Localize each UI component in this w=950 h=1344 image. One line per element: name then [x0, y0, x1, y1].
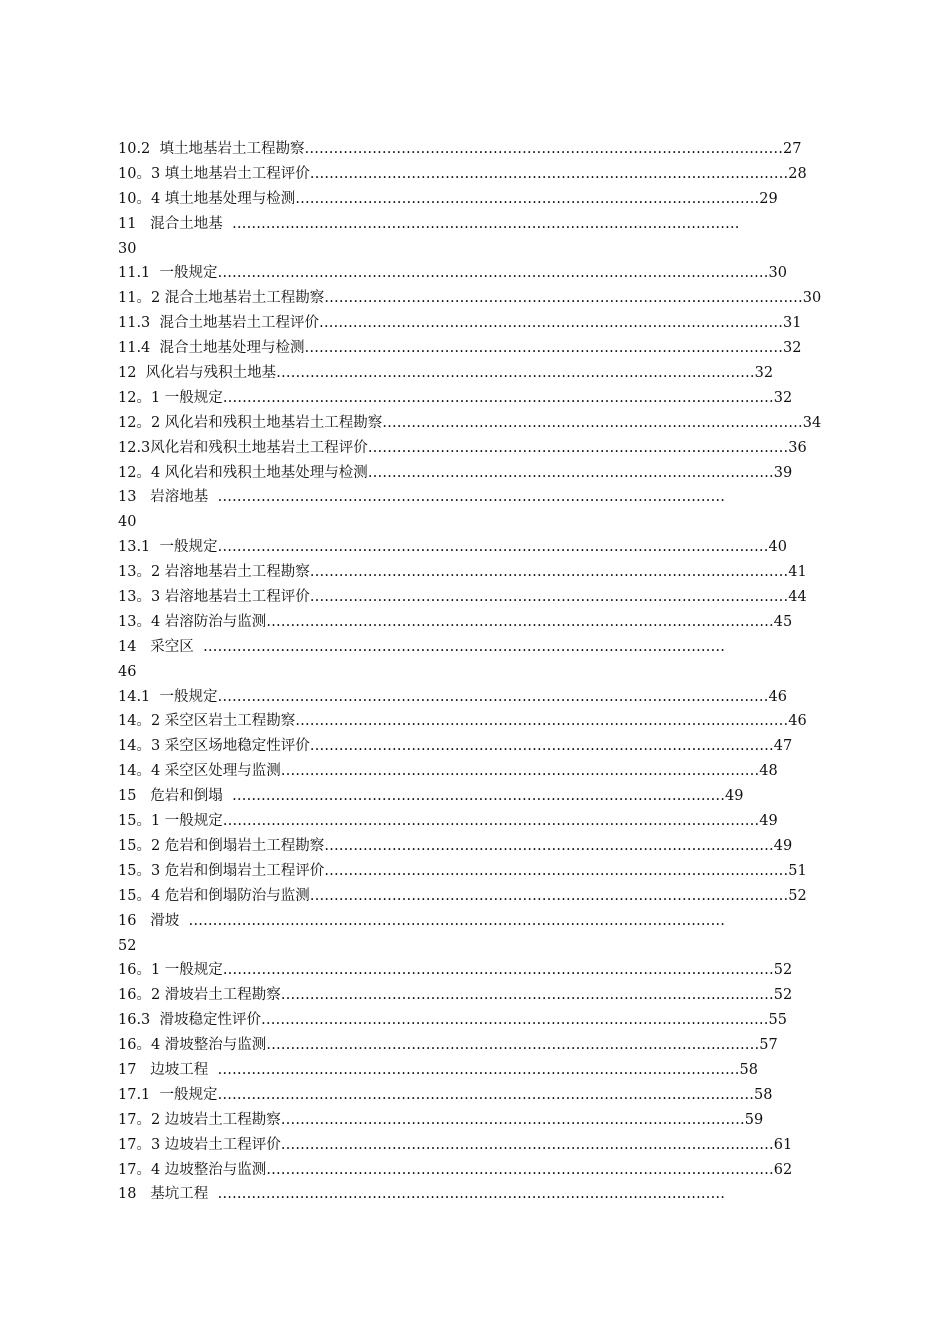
toc-entry-title: 混合土地基岩土工程评价 [159, 315, 320, 332]
toc-entry-page-number: 51 [788, 862, 807, 879]
toc-entry[interactable] [118, 834, 855, 859]
toc-entry-title: 采空区处理与监测 [164, 763, 281, 780]
toc-entry-leader-dots: ……………………………………………………………………………………… [324, 290, 803, 307]
toc-entry-leader-dots: ……………………………………………………………………………………… [309, 887, 789, 904]
toc-entry-leader-dots: ………………………………………………………………………………………… [222, 788, 725, 805]
toc-entry-page-number: 49 [773, 837, 793, 854]
toc-entry-number: 15。2 [118, 837, 161, 854]
toc-entry[interactable] [118, 1158, 855, 1183]
toc-entry-number: 16。2 [118, 987, 161, 1004]
toc-entry-leader-dots: …………………………………………………………………………………………………… [217, 688, 769, 705]
toc-entry[interactable] [118, 983, 855, 1008]
toc-entry[interactable] [118, 510, 855, 535]
toc-entry-leader-dots: …………………………………………………………………………………… [295, 190, 760, 207]
toc-entry-leader-dots: …………………………………………………………………………………………… [261, 1012, 769, 1029]
toc-entry-gap [136, 365, 145, 381]
toc-entry-title: 危岩和倒塌 [150, 788, 223, 805]
toc-entry-title: 填土地基岩土工程勘察 [159, 141, 305, 157]
toc-entry-page-number: 39 [773, 464, 793, 481]
toc-entry-number: 13。4 [118, 613, 161, 630]
toc-entry-title: 岩溶防治与监测 [164, 613, 267, 630]
toc-entry-page-number: 28 [788, 165, 807, 182]
toc-entry[interactable] [118, 884, 855, 909]
toc-entry-number: 15。4 [118, 887, 161, 904]
toc-entry[interactable] [118, 560, 855, 585]
toc-entry-title: 采空区 [150, 638, 194, 655]
toc-entry-title: 危岩和倒塌岩土工程勘察 [164, 837, 325, 854]
toc-entry-page-number: 30 [802, 290, 822, 307]
toc-entry-number: 14。4 [118, 763, 161, 780]
toc-entry-page-number: 46 [788, 713, 807, 730]
toc-entry[interactable] [118, 1133, 855, 1158]
toc-entry-number: 11.1 [118, 265, 151, 282]
toc-entry-leader-dots: ………………………………………………………………………………………………… [222, 813, 760, 830]
toc-entry[interactable] [118, 759, 855, 784]
toc-entry-leader-dots: …………………………………………………………………………………………… [266, 613, 774, 630]
toc-entry-number: 14.1 [118, 688, 151, 705]
toc-entry-page-number: 44 [788, 589, 807, 606]
toc-entry-gap [136, 913, 150, 929]
toc-entry-page-number: 27 [783, 141, 802, 157]
toc-entry[interactable] [118, 237, 855, 262]
toc-entry-leader-dots: …………………………………………………………………………………………………… [222, 962, 774, 979]
toc-entry[interactable] [118, 535, 855, 560]
toc-entry-gap [150, 539, 159, 555]
toc-entry-number: 16。4 [118, 1037, 161, 1054]
toc-entry-leader-dots: ………………………………………………………………………………………… [266, 1037, 760, 1054]
toc-entry[interactable] [118, 1083, 855, 1108]
toc-entry-leader-dots: ……………………………………………………………………………………… [309, 564, 789, 581]
toc-entry-leader-dots: ……………………………………………………………………………………… [304, 340, 784, 357]
toc-entry-page-number: 57 [759, 1037, 778, 1054]
toc-entry[interactable] [118, 734, 855, 759]
toc-entry-title: 一般规定 [159, 539, 218, 556]
toc-entry-number: 11.3 [118, 315, 151, 332]
toc-entry-title: 风化岩和残积土地基处理与检测 [164, 464, 368, 481]
toc-entry[interactable] [118, 660, 855, 685]
toc-entry-title: 边坡整治与监测 [164, 1161, 267, 1178]
toc-entry-number: 13。3 [118, 589, 161, 606]
toc-entry-title: 滑坡整治与监测 [164, 1037, 267, 1054]
toc-entry[interactable] [118, 934, 855, 959]
toc-entry-number: 13。2 [118, 564, 161, 581]
toc-entry-title: 填土地基岩土工程评价 [164, 165, 310, 182]
toc-entry[interactable] [118, 461, 855, 486]
toc-entry-title: 边坡工程 [150, 1061, 209, 1078]
toc-entry-gap [136, 788, 150, 804]
toc-entry-leader-dots: …………………………………………………………………………………………… [208, 1186, 725, 1203]
toc-entry[interactable] [118, 485, 855, 510]
toc-entry[interactable] [118, 610, 855, 635]
toc-entry-page-number: 32 [783, 340, 802, 357]
toc-entry-gap [136, 1186, 150, 1202]
toc-entry-page-number: 61 [773, 1136, 793, 1153]
toc-entry-number: 14。3 [118, 738, 161, 755]
toc-entry-title: 边坡岩土工程评价 [164, 1136, 281, 1153]
toc-entry-page-number: 31 [783, 315, 802, 332]
toc-entry-title: 风化岩和残积土地基岩土工程勘察 [164, 414, 383, 431]
toc-entry-gap [136, 489, 150, 505]
toc-entry[interactable] [118, 137, 855, 162]
toc-entry[interactable] [118, 1182, 855, 1207]
toc-entry[interactable] [118, 685, 855, 710]
toc-entry-gap [150, 315, 159, 331]
toc-entry[interactable] [118, 1058, 855, 1083]
toc-entry-number: 17。2 [118, 1111, 161, 1128]
toc-entry-title: 危岩和倒塌岩土工程评价 [164, 862, 325, 879]
toc-entry-number: 15。3 [118, 862, 161, 879]
toc-entry[interactable] [118, 212, 855, 237]
toc-entry-leader-dots: ………………………………………………………………………… [367, 464, 774, 481]
toc-entry-page-number: 52 [773, 987, 793, 1004]
toc-entry[interactable] [118, 709, 855, 734]
toc-entry-number: 17 [118, 1061, 137, 1078]
toc-entry-number: 30 [118, 240, 137, 257]
toc-entry[interactable] [118, 361, 855, 386]
toc-entry-number: 14 [118, 638, 137, 655]
toc-entry-page-number: 49 [759, 813, 778, 830]
toc-entry-leader-dots: ……………………………………………………………………………………… [276, 365, 755, 382]
toc-entry-title: 滑坡稳定性评价 [159, 1012, 262, 1029]
toc-entry-title: 岩溶地基 [150, 489, 209, 506]
toc-entry-title: 采空区岩土工程勘察 [164, 713, 296, 730]
toc-entry[interactable] [118, 286, 855, 311]
toc-entry-title: 滑坡 [150, 912, 180, 929]
toc-entry-title: 滑坡岩土工程勘察 [164, 987, 281, 1004]
toc-entry-title: 风化岩和残积土地基岩土工程评价 [150, 439, 368, 456]
toc-entry-number: 52 [118, 937, 137, 954]
toc-entry-leader-dots: ………………………………………………………………………………………… [280, 987, 774, 1004]
toc-entry-number: 12。4 [118, 464, 161, 481]
toc-entry[interactable] [118, 162, 855, 187]
toc-entry-number: 12。1 [118, 389, 161, 406]
toc-entry-gap [136, 1062, 150, 1078]
toc-entry-number: 14。2 [118, 713, 161, 730]
toc-entry-gap [150, 265, 159, 281]
toc-entry-number: 46 [118, 663, 137, 680]
toc-entry-page-number: 55 [768, 1012, 787, 1029]
toc-entry[interactable] [118, 411, 855, 436]
toc-entry-page-number: 34 [802, 414, 822, 431]
toc-entry-title: 一般规定 [159, 265, 218, 282]
toc-entry-page-number: 58 [754, 1086, 773, 1103]
toc-entry-number: 15。1 [118, 813, 161, 830]
toc-entry-number: 11.4 [118, 340, 151, 357]
toc-entry-page-number: 62 [773, 1161, 793, 1178]
toc-entry[interactable] [118, 336, 855, 361]
toc-entry-title: 采空区场地稳定性评价 [164, 738, 310, 755]
toc-entry-page-number: 32 [773, 389, 793, 406]
toc-entry-title: 一般规定 [164, 962, 223, 979]
toc-entry-page-number: 46 [768, 688, 787, 705]
toc-entry-page-number: 32 [754, 365, 774, 382]
toc-entry-title: 混合土地基 [150, 215, 223, 232]
toc-entry-number: 10。4 [118, 190, 161, 207]
toc-entry-title: 一般规定 [159, 688, 218, 705]
toc-entry-page-number: 52 [788, 887, 807, 904]
toc-entry-number: 16 [118, 912, 137, 929]
toc-entry-title: 危岩和倒塌防治与监测 [164, 887, 310, 904]
toc-entry-leader-dots: …………………………………………………………………………………………………… [217, 265, 769, 282]
toc-entry-leader-dots: …………………………………………………………………………………… [309, 738, 774, 755]
toc-entry-number: 11 [118, 215, 137, 232]
toc-entry-title: 一般规定 [164, 389, 223, 406]
toc-entry-leader-dots: ……………………………………………………………………………………… [309, 589, 789, 606]
toc-entry-title: 一般规定 [159, 1086, 218, 1103]
toc-entry[interactable] [118, 311, 855, 336]
toc-entry-leader-dots: …………………………………………………………………………………………………… [217, 539, 769, 556]
toc-entry-leader-dots: ……………………………………………………………………………………………… [193, 638, 725, 655]
toc-entry-leader-dots: ……………………………………………………………………………………………… [208, 1061, 740, 1078]
toc-entry[interactable] [118, 958, 855, 983]
toc-entry-gap [150, 1087, 159, 1103]
toc-entry-number: 11。2 [118, 290, 161, 307]
toc-entry-leader-dots: …………………………………………………………………………… [367, 439, 789, 456]
toc-entry-leader-dots: …………………………………………………………………………………… [319, 315, 784, 332]
toc-entry-number: 10。3 [118, 165, 161, 182]
toc-entry-title: 风化岩与残积土地基 [145, 365, 277, 382]
table-of-contents [118, 137, 855, 1207]
toc-entry-number: 12。2 [118, 414, 161, 431]
toc-entry-leader-dots: …………………………………………………………………………………………… [266, 1161, 774, 1178]
toc-entry-title: 混合土地基岩土工程勘察 [164, 290, 325, 307]
toc-entry[interactable] [118, 187, 855, 212]
toc-entry-number: 17。3 [118, 1136, 161, 1153]
toc-entry-page-number: 58 [739, 1061, 758, 1078]
toc-entry[interactable] [118, 635, 855, 660]
toc-entry-page-number: 36 [788, 439, 807, 456]
toc-entry-number: 40 [118, 514, 137, 531]
toc-entry-page-number: 40 [768, 539, 787, 556]
toc-entry-number: 18 [118, 1186, 137, 1203]
toc-entry[interactable] [118, 859, 855, 884]
toc-entry-leader-dots: ……………………………………………………………………………………… [309, 165, 789, 182]
toc-entry-leader-dots: ………………………………………………………………………………… [324, 837, 774, 854]
toc-entry-number: 10.2 [118, 141, 151, 157]
toc-entry-number: 13.1 [118, 539, 151, 556]
toc-entry-title: 边坡岩土工程勘察 [164, 1111, 281, 1128]
toc-entry-number: 15 [118, 788, 137, 805]
toc-entry-leader-dots: ………………………………………………………………………………………………… [217, 1086, 755, 1103]
toc-entry-number: 16。1 [118, 962, 161, 979]
toc-entry-leader-dots: ……………………………………………………………………………………… [280, 763, 760, 780]
toc-entry-leader-dots: …………………………………………………………………………………………… [208, 489, 725, 506]
toc-entry-leader-dots: …………………………………………………………………………………………………… [222, 389, 774, 406]
toc-entry-title: 填土地基处理与检测 [164, 190, 296, 207]
toc-entry-number: 17.1 [118, 1086, 151, 1103]
toc-entry-page-number: 30 [768, 265, 787, 282]
toc-entry[interactable] [118, 1108, 855, 1133]
toc-entry-leader-dots: …………………………………………………………………………………… [280, 1111, 745, 1128]
toc-entry-page-number: 49 [725, 788, 744, 805]
toc-entry-number: 12 [118, 365, 137, 382]
toc-entry-page-number: 41 [788, 564, 807, 581]
toc-entry-leader-dots: ……………………………………………………………………………………… [304, 141, 784, 157]
toc-entry-page-number: 29 [759, 190, 778, 207]
toc-entry-number: 13 [118, 489, 137, 506]
toc-entry-leader-dots: ………………………………………………………………………………………… [295, 713, 789, 730]
toc-entry-page-number: 45 [773, 613, 793, 630]
toc-entry-page-number: 52 [773, 962, 793, 979]
toc-entry-gap [150, 1012, 159, 1028]
toc-entry[interactable] [118, 585, 855, 610]
toc-entry[interactable] [118, 909, 855, 934]
toc-entry-title: 岩溶地基岩土工程评价 [164, 589, 310, 606]
toc-entry[interactable] [118, 1033, 855, 1058]
toc-entry-number: 16.3 [118, 1012, 151, 1029]
toc-entry-title: 一般规定 [164, 813, 223, 830]
toc-entry-gap [150, 340, 159, 356]
toc-entry-leader-dots: ………………………………………………………………………………………… [280, 1136, 774, 1153]
toc-entry-gap [136, 639, 150, 655]
toc-entry-leader-dots: …………………………………………………………………………………… [324, 862, 789, 879]
toc-entry-gap [150, 689, 159, 705]
toc-entry[interactable] [118, 1008, 855, 1033]
toc-entry-page-number: 59 [744, 1111, 764, 1128]
toc-entry[interactable] [118, 386, 855, 411]
toc-entry[interactable] [118, 261, 855, 286]
toc-entry-leader-dots: …………………………………………………………………………………………… [222, 215, 740, 232]
toc-entry-title: 基坑工程 [150, 1186, 209, 1203]
toc-entry-leader-dots: ………………………………………………………………………………………………… [179, 912, 725, 929]
toc-entry-page-number: 47 [773, 738, 793, 755]
toc-entry-gap [150, 141, 159, 157]
toc-entry[interactable] [118, 809, 855, 834]
toc-entry-number: 12.3 [118, 439, 151, 456]
toc-entry[interactable] [118, 436, 855, 461]
toc-entry-gap [136, 216, 150, 232]
toc-entry-page-number: 48 [759, 763, 778, 780]
toc-entry-number: 17。4 [118, 1161, 161, 1178]
toc-entry-leader-dots: …………………………………………………………………………… [382, 414, 803, 431]
toc-entry-title: 岩溶地基岩土工程勘察 [164, 564, 310, 581]
toc-entry-title: 混合土地基处理与检测 [159, 340, 305, 357]
toc-entry[interactable] [118, 784, 855, 809]
